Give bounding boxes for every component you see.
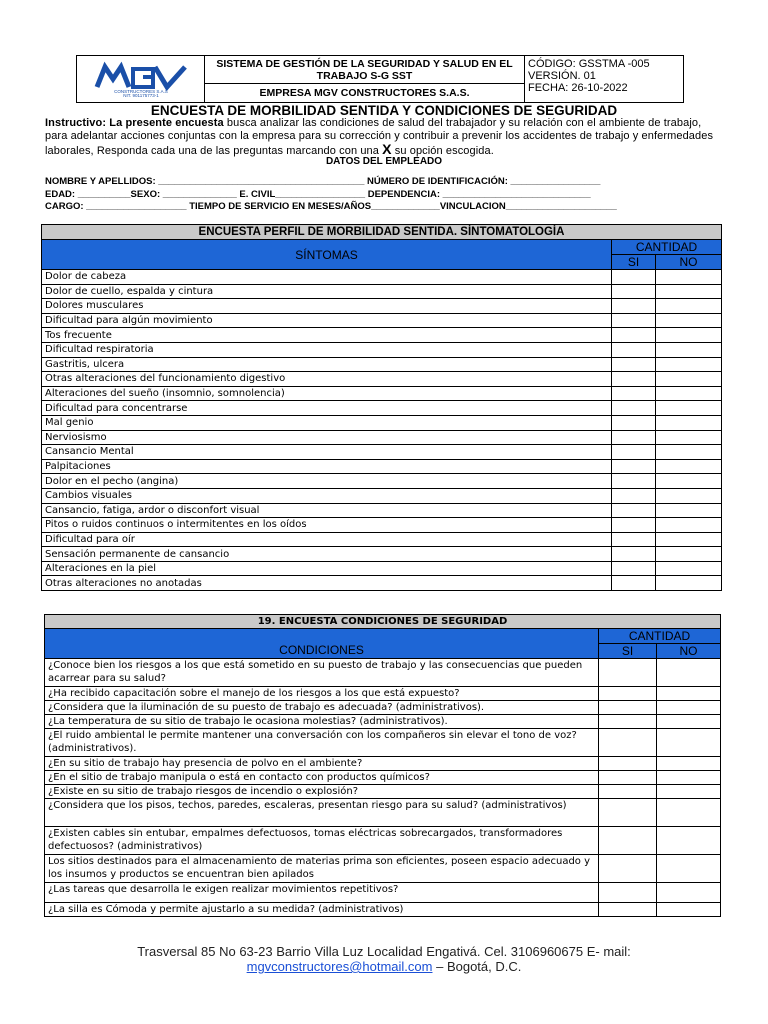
symptom-yes-cell[interactable] (612, 401, 656, 416)
footer-address: Trasversal 85 No 63-23 Barrio Villa Luz Localidad Engativá. Cel. 3106960675 E- mail: (137, 944, 631, 959)
symptom-row (42, 284, 722, 299)
symptom-no-cell[interactable] (656, 328, 722, 343)
field-line-name[interactable]: NOMBRE Y APELLIDOS: _______________________________________ NÚMERO DE IDENTIFICACIÓN: _________________ (45, 176, 601, 187)
condition-row (45, 729, 721, 757)
symptom-no-cell[interactable] (656, 372, 722, 387)
employee-fields[interactable] (45, 176, 725, 214)
condition-no-cell[interactable] (657, 827, 721, 855)
condition-row (45, 687, 721, 701)
symptom-no-cell[interactable] (656, 401, 722, 416)
condition-yes-cell[interactable] (599, 757, 657, 771)
footer-email-link[interactable]: mgvconstructores@hotmail.com (246, 959, 433, 974)
condition-label: ¿La silla es Cómoda y permite ajustarlo a su medida? (administrativos) (45, 903, 599, 917)
symptom-label: Dolores musculares (42, 299, 612, 314)
symptom-label: Dolor de cuello, espalda y cintura (42, 284, 612, 299)
symptom-no-cell[interactable] (656, 386, 722, 401)
symptom-yes-cell[interactable] (612, 415, 656, 430)
symptom-yes-cell[interactable] (612, 532, 656, 547)
condition-yes-cell[interactable] (599, 855, 657, 883)
symptom-row (42, 372, 722, 387)
logo-sub: CONSTRUCTORES S.A.S (113, 89, 168, 94)
symptom-row (42, 415, 722, 430)
condition-label: ¿Considera que la iluminación de su puesto de trabajo es adecuada? (administrativos). (45, 701, 599, 715)
condition-row (45, 799, 721, 827)
symptom-no-cell[interactable] (656, 561, 722, 576)
symptom-label: Otras alteraciones no anotadas (42, 576, 612, 591)
company-name: EMPRESA MGV CONSTRUCTORES S.A.S. (259, 87, 470, 99)
symptom-yes-cell[interactable] (612, 561, 656, 576)
logo-nit: NIT. 901175773-1 (122, 93, 159, 97)
footer (0, 944, 768, 974)
symptom-no-cell[interactable] (656, 299, 722, 314)
condition-no-cell[interactable] (657, 855, 721, 883)
symptom-label: Dificultad para oír (42, 532, 612, 547)
condition-label: ¿En su sitio de trabajo hay presencia de polvo en el ambiente? (45, 757, 599, 771)
symptom-no-cell[interactable] (656, 474, 722, 489)
symptoms-table (41, 224, 722, 591)
symptom-label: Dificultad para algún movimiento (42, 313, 612, 328)
symptom-label: Cambios visuales (42, 488, 612, 503)
no-header: NO (657, 644, 721, 659)
condition-row (45, 785, 721, 799)
yes-header: SI (599, 644, 657, 659)
symptom-label: Dolor en el pecho (angina) (42, 474, 612, 489)
symptom-label: Nerviosismo (42, 430, 612, 445)
condition-yes-cell[interactable] (599, 715, 657, 729)
symptom-no-cell[interactable] (656, 518, 722, 533)
symptom-row (42, 518, 722, 533)
symptom-label: Dolor de cabeza (42, 270, 612, 285)
company-logo (77, 56, 205, 102)
symptom-yes-cell[interactable] (612, 357, 656, 372)
symptom-no-cell[interactable] (656, 576, 722, 591)
symptom-no-cell[interactable] (656, 284, 722, 299)
symptom-yes-cell[interactable] (612, 299, 656, 314)
condition-yes-cell[interactable] (599, 903, 657, 917)
symptom-label: Otras alteraciones del funcionamiento digestivo (42, 372, 612, 387)
footer-city: – Bogotá, D.C. (432, 959, 522, 974)
symptom-label: Dificultad para concentrarse (42, 401, 612, 416)
condition-no-cell[interactable] (657, 771, 721, 785)
field-line-age[interactable]: EDAD: __________SEXO: ______________ E. CIVIL_________________ DEPENDENCIA: ____________________________ (45, 188, 591, 200)
symptom-yes-cell[interactable] (612, 372, 656, 387)
symptom-no-cell[interactable] (656, 532, 722, 547)
condition-row (45, 827, 721, 855)
symptom-no-cell[interactable] (656, 547, 722, 562)
condition-no-cell[interactable] (657, 785, 721, 799)
symptom-no-cell[interactable] (656, 313, 722, 328)
symptom-row (42, 313, 722, 328)
symptom-yes-cell[interactable] (612, 284, 656, 299)
symptom-yes-cell[interactable] (612, 488, 656, 503)
symptom-yes-cell[interactable] (612, 459, 656, 474)
condition-row (45, 659, 721, 687)
condition-yes-cell[interactable] (599, 687, 657, 701)
symptom-no-cell[interactable] (656, 342, 722, 357)
instructions-label: Instructivo: La presente encuesta (45, 117, 224, 129)
doc-date: FECHA: 26-10-2022 (528, 82, 628, 94)
condition-no-cell[interactable] (657, 757, 721, 771)
symptom-label: Palpitaciones (42, 459, 612, 474)
condition-no-cell[interactable] (657, 903, 721, 917)
condition-label: Los sitios destinados para el almacenamiento de materias prima son eficientes, poseen espacio adecuado y los insumos y productos se encuentran bien apilados (45, 855, 599, 883)
symptom-no-cell[interactable] (656, 445, 722, 460)
condition-yes-cell[interactable] (599, 729, 657, 757)
conditions-table (44, 614, 721, 917)
condition-no-cell[interactable] (657, 883, 721, 903)
symptom-yes-cell[interactable] (612, 547, 656, 562)
symptom-row (42, 430, 722, 445)
symptoms-table-title: ENCUESTA PERFIL DE MORBILIDAD SENTIDA. SÍNTOMATOLOGÍA (42, 225, 722, 240)
symptom-row (42, 488, 722, 503)
condition-row (45, 855, 721, 883)
symptom-yes-cell[interactable] (612, 430, 656, 445)
condition-no-cell[interactable] (657, 701, 721, 715)
condition-yes-cell[interactable] (599, 771, 657, 785)
symptom-row (42, 270, 722, 285)
field-line-role[interactable]: CARGO: ___________________ TIEMPO DE SERVICIO EN MESES/AÑOS_____________VINCULACION_____________________ (45, 201, 617, 212)
symptom-row (42, 532, 722, 547)
quantity-header: CANTIDAD (612, 240, 722, 255)
condition-no-cell[interactable] (657, 659, 721, 687)
symptom-no-cell[interactable] (656, 415, 722, 430)
symptom-no-cell[interactable] (656, 488, 722, 503)
conditions-column-header: CONDICIONES (45, 629, 599, 659)
symptom-row (42, 386, 722, 401)
symptom-yes-cell[interactable] (612, 445, 656, 460)
condition-no-cell[interactable] (657, 687, 721, 701)
symptom-no-cell[interactable] (656, 503, 722, 518)
condition-label: ¿Las tareas que desarrolla le exigen realizar movimientos repetitivos? (45, 883, 599, 903)
condition-row (45, 757, 721, 771)
condition-no-cell[interactable] (657, 729, 721, 757)
symptom-yes-cell[interactable] (612, 313, 656, 328)
condition-row (45, 883, 721, 903)
instructions-text1: busca analizar las condiciones de salud del trabajador y su relación con el ambiente de trabajo, para adelantar acciones conjuntas con la empresa para su corrección y contribuir a prevenir los accidentes de trabajo y enfermedades laborales, Responda cada una de las preguntas marcando con una (45, 117, 714, 157)
quantity-header: CANTIDAD (599, 629, 721, 644)
instructions-mark: X (382, 141, 392, 157)
instructions (45, 117, 725, 158)
condition-no-cell[interactable] (657, 799, 721, 827)
symptom-yes-cell[interactable] (612, 474, 656, 489)
symptom-label: Gastritis, ulcera (42, 357, 612, 372)
condition-label: ¿Existen cables sin entubar, empalmes defectuosos, tomas eléctricas sobrecargados, transformadores defectuosos? (administrativos) (45, 827, 599, 855)
symptom-label: Alteraciones en la piel (42, 561, 612, 576)
condition-row (45, 903, 721, 917)
symptom-label: Tos frecuente (42, 328, 612, 343)
symptom-row (42, 561, 722, 576)
condition-yes-cell[interactable] (599, 799, 657, 827)
symptom-yes-cell[interactable] (612, 342, 656, 357)
condition-row (45, 715, 721, 729)
doc-version: VERSIÓN. 01 (528, 70, 596, 82)
symptom-label: Pitos o ruidos continuos o intermitentes en los oídos (42, 518, 612, 533)
symptom-yes-cell[interactable] (612, 576, 656, 591)
no-header: NO (656, 255, 722, 270)
condition-label: ¿Ha recibido capacitación sobre el manejo de los riesgos a los que está expuesto? (45, 687, 599, 701)
symptoms-column-header: SÍNTOMAS (42, 240, 612, 270)
symptom-label: Dificultad respiratoria (42, 342, 612, 357)
doc-code: CÓDIGO: GSSTMA -005 (528, 58, 650, 70)
symptom-yes-cell[interactable] (612, 270, 656, 285)
symptom-yes-cell[interactable] (612, 328, 656, 343)
symptom-no-cell[interactable] (656, 357, 722, 372)
condition-label: ¿Conoce bien los riesgos a los que está sometido en su puesto de trabajo y las consecuencias que pueden acarrear para su salud? (45, 659, 599, 687)
symptom-row (42, 547, 722, 562)
condition-label: ¿Considera que los pisos, techos, paredes, escaleras, presentan riesgo para su salud? (administrativos) (45, 799, 599, 827)
condition-no-cell[interactable] (657, 715, 721, 729)
instructions-text2: su opción escogida. (391, 145, 494, 157)
symptom-row (42, 401, 722, 416)
symptom-no-cell[interactable] (656, 270, 722, 285)
symptom-no-cell[interactable] (656, 430, 722, 445)
symptom-row (42, 328, 722, 343)
symptom-row (42, 576, 722, 591)
symptom-yes-cell[interactable] (612, 518, 656, 533)
symptom-no-cell[interactable] (656, 459, 722, 474)
conditions-table-title: 19. ENCUESTA CONDICIONES DE SEGURIDAD (45, 615, 721, 629)
symptom-label: Cansancio, fatiga, ardor o disconfort visual (42, 503, 612, 518)
condition-yes-cell[interactable] (599, 701, 657, 715)
condition-yes-cell[interactable] (599, 827, 657, 855)
condition-yes-cell[interactable] (599, 659, 657, 687)
condition-yes-cell[interactable] (599, 785, 657, 799)
symptom-row (42, 342, 722, 357)
symptom-label: Cansancio Mental (42, 445, 612, 460)
document-header (76, 55, 684, 103)
condition-row (45, 701, 721, 715)
symptom-yes-cell[interactable] (612, 503, 656, 518)
condition-label: ¿Existe en su sitio de trabajo riesgos de incendio o explosión? (45, 785, 599, 799)
survey-title: ENCUESTA DE MORBILIDAD SENTIDA Y CONDICIONES DE SEGURIDAD (150, 103, 618, 118)
system-title: SISTEMA DE GESTIÓN DE LA SEGURIDAD Y SALUD EN EL TRABAJO S-G SST (205, 56, 524, 84)
symptom-row (42, 357, 722, 372)
condition-yes-cell[interactable] (599, 883, 657, 903)
symptom-row (42, 299, 722, 314)
condition-row (45, 771, 721, 785)
symptom-label: Alteraciones del sueño (insomnio, somnolencia) (42, 386, 612, 401)
symptom-label: Sensación permanente de cansancio (42, 547, 612, 562)
condition-label: ¿En el sitio de trabajo manipula o está en contacto con productos químicos? (45, 771, 599, 785)
symptom-row (42, 474, 722, 489)
employee-data-title: DATOS DEL EMPLEADO (325, 156, 443, 167)
condition-label: ¿La temperatura de su sitio de trabajo le ocasiona molestias? (administrativos). (45, 715, 599, 729)
condition-label: ¿El ruido ambiental le permite mantener una conversación con los compañeros sin elevar el tono de voz? (administrativos). (45, 729, 599, 757)
symptom-row (42, 459, 722, 474)
symptom-yes-cell[interactable] (612, 386, 656, 401)
symptom-label: Mal genio (42, 415, 612, 430)
symptom-row (42, 503, 722, 518)
yes-header: SI (612, 255, 656, 270)
symptom-row (42, 445, 722, 460)
